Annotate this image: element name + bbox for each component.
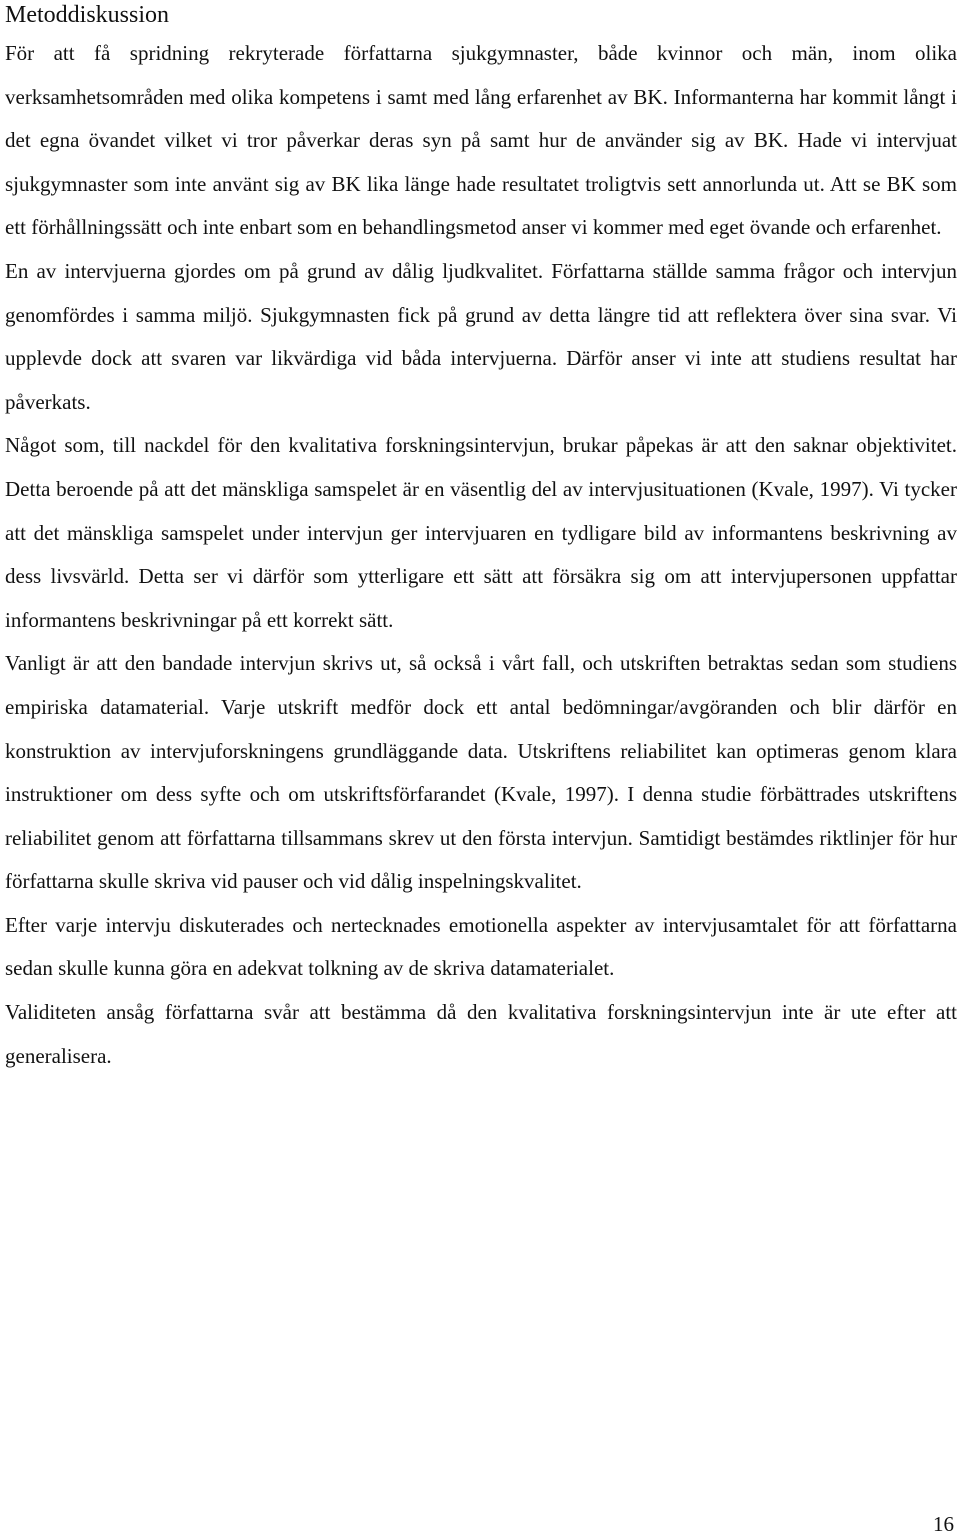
page-number: 16 — [933, 1512, 954, 1536]
paragraph-recruitment: För att få spridning rekryterade författarna sjukgymnaster, både kvinnor och män, inom olika verksamhetsområden med olika kompetens i samt med lång erfarenhet av BK. Informanterna har kommit långt i det egna övandet vilket vi tror påverkar deras syn på samt hur de använder sig av BK. Hade vi intervjuat sjukgymnaster som inte använt sig av BK lika länge hade resultatet troligtvis sett annorlunda ut. Att se BK som ett förhållningssätt och inte enbart som en behandlingsmetod anser vi kommer med eget övande och erfarenhet. — [5, 41, 957, 240]
paragraph-transcription: Vanligt är att den bandade intervjun skrivs ut, så också i vårt fall, och utskriften betraktas sedan som studiens empiriska datamaterial. Varje utskrift medför dock ett antal bedömningar/avgöranden och blir därför en konstruktion av intervjuforskningens grundläggande data. Utskriftens reliabilitet kan optimeras genom klara instruktioner om dess syfte och om utskriftsförfarandet (Kvale, 1997). I denna studie förbättrades utskriftens reliabilitet genom att författarna tillsammans skrev ut den första intervjun. Samtidigt bestämdes riktlinjer för hur författarna skulle skriva vid pauser och vid dålig inspelningskvalitet. — [5, 651, 957, 894]
document-page — [5, 0, 957, 1078]
paragraph-emotional-aspects: Efter varje intervju diskuterades och nertecknades emotionella aspekter av intervjusamtalet för att författarna sedan skulle kunna göra en adekvat tolkning av de skriva datamaterialet. — [5, 912, 957, 981]
paragraph-objectivity: Något som, till nackdel för den kvalitativa forskningsintervjun, brukar påpekas är att den saknar objektivitet. Detta beroende på att det mänskliga samspelet är en väsentlig del av intervjusituationen (Kvale, 1997). Vi tycker att det mänskliga samspelet under intervjun ger intervjuaren en tydligare bild av informantens beskrivning av dess livsvärld. Detta ser vi därför som ytterligare ett sätt att försäkra sig om att intervjupersonen uppfattar informantens beskrivningar på ett korrekt sätt. — [5, 433, 957, 632]
paragraph-sound-quality: En av intervjuerna gjordes om på grund av dålig ljudkvalitet. Författarna ställde samma frågor och intervjun genomfördes i samma miljö. Sjukgymnasten fick på grund av detta längre tid att reflektera över sina svar. Vi upplevde dock att svaren var likvärdiga vid båda intervjuerna. Därför anser vi inte att studiens resultat har påverkats. — [5, 258, 957, 414]
section-heading: Metoddiskussion — [5, 2, 170, 28]
paragraph-validity: Validiteten ansåg författarna svår att bestämma då den kvalitativa forskningsintervjun inte är ute efter att generalisera. — [5, 1000, 957, 1068]
